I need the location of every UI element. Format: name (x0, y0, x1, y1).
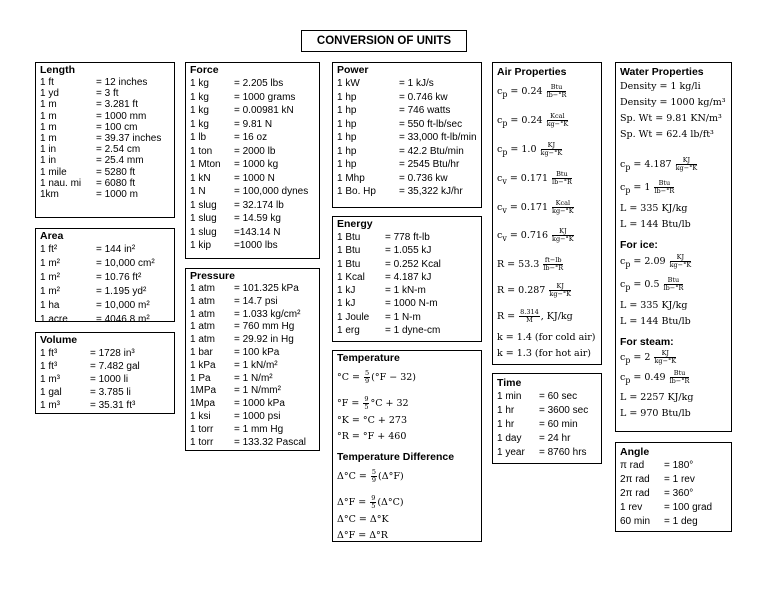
energy-row (337, 311, 477, 324)
pressure-row (190, 398, 315, 411)
unit-left: 1 hr (497, 419, 515, 430)
unit-right: = 746 watts (399, 105, 451, 116)
unit-right: = 5280 ft (96, 166, 136, 178)
area-heading: Area (40, 230, 64, 242)
unit-left: 1 m³ (40, 400, 60, 411)
force-row (190, 118, 315, 132)
unit-left: 1 kN (190, 172, 211, 184)
formula-dc: Δ°C = $\frac{5}{9}$ (Δ°F) (337, 468, 404, 484)
unit-left: 1 N (190, 186, 206, 197)
pressure-row (190, 424, 315, 437)
unit-right: = 3.785 li (90, 387, 131, 398)
water-L-2: L = 144 Btu/lb (620, 218, 691, 230)
length-box (35, 62, 175, 218)
force-box (185, 62, 320, 259)
ice-L-1: L = 335 KJ/kg (620, 299, 688, 311)
unit-right: = 0.252 Kcal (385, 258, 441, 270)
air-formula: $c_v = 0.171$ $\frac{\text{Kcal}}{kg-^\circ K}$ (497, 198, 574, 215)
unit-right: =143.14 N (234, 226, 281, 238)
force-row (190, 77, 315, 91)
area-row (40, 313, 170, 327)
unit-right: = 760 mm Hg (234, 321, 295, 333)
pressure-row (190, 373, 315, 386)
unit-right: = 6080 ft (96, 177, 136, 189)
unit-left: 2π rad (620, 488, 650, 499)
water-density-2: Density = 1000 kg/m³ (620, 97, 726, 108)
unit-left: 1 m (40, 133, 57, 145)
unit-right: = 1000 mm (96, 110, 147, 122)
pressure-row (190, 347, 315, 360)
water-cp-2: $c_p = 1$ $\frac{\text{Btu}}{lb-^\circ R}$ (620, 178, 675, 195)
volume-rows (40, 347, 170, 412)
unit-left: 1 m² (40, 286, 60, 297)
unit-left: 1 gal (40, 387, 62, 398)
unit-right: = 1 N/m² (234, 372, 273, 384)
power-box (332, 62, 482, 208)
unit-right: = 16 oz (234, 132, 268, 143)
unit-left: 1 ton (190, 145, 213, 157)
unit-right: = 1 dyne-cm (385, 325, 441, 337)
energy-row (337, 297, 477, 310)
formula-c-from-f: °C = $\frac{5}{9}$ (°F − 32) (337, 369, 417, 385)
pressure-row (190, 385, 315, 398)
unit-right: = 25.4 mm (96, 155, 144, 167)
unit-left: 1 m² (40, 258, 60, 269)
temperature-heading: Temperature (337, 352, 400, 364)
unit-left: 1 ha (40, 300, 60, 311)
unit-left: 1 slug (190, 226, 217, 238)
water-spwt-2: Sp. Wt = 62.4 lb/ft³ (620, 129, 714, 140)
unit-left: 1 atm (190, 308, 216, 320)
unit-right: = 14.7 psi (234, 295, 278, 307)
steam-L-2: L = 970 Btu/lb (620, 408, 691, 420)
unit-right: = 39.37 inches (96, 133, 162, 145)
unit-left: 1km (40, 189, 59, 201)
unit-right: = 24 hr (539, 433, 571, 444)
ice-cp-1: $c_p = 2.09$ $\frac{KJ}{kg-^\circ K}$ (620, 252, 692, 269)
air-heading: Air Properties (497, 66, 567, 78)
power-row (337, 172, 477, 186)
air-formula: $c_p = 1.0$ $\frac{KJ}{kg-^\circ K}$ (497, 140, 563, 157)
volume-row (40, 386, 170, 399)
time-row (497, 446, 597, 460)
unit-left: 1 atm (190, 321, 216, 333)
unit-left: 1 m (40, 121, 57, 133)
length-row (40, 77, 170, 88)
air-k-hot: k = 1.3 (for hot air) (497, 348, 592, 360)
unit-left: 1 kg (190, 118, 209, 130)
unit-right: = 2.54 cm (96, 144, 141, 156)
unit-left: 1 Pa (190, 372, 211, 384)
unit-left: 1 erg (337, 325, 360, 337)
unit-right: = 1 N/mm² (234, 385, 281, 397)
energy-heading: Energy (337, 218, 373, 230)
power-row (337, 185, 477, 199)
unit-right: = 12 inches (96, 77, 148, 88)
temperature-difference-heading: Temperature Difference (337, 451, 455, 463)
length-row (40, 189, 170, 200)
energy-row (337, 324, 477, 337)
unit-right: = 0.736 kw (399, 172, 448, 184)
steam-heading: For steam: (620, 335, 674, 348)
unit-left: 1 atm (190, 283, 216, 294)
unit-right: = 1000 kg (234, 159, 279, 170)
unit-right: = 778 ft-lb (385, 232, 430, 243)
unit-left: 1 year (497, 447, 525, 458)
unit-left: 1 torr (190, 436, 214, 448)
force-row (190, 212, 315, 226)
unit-right: = 3600 sec (539, 405, 589, 416)
air-formula: R = $\frac{8.314}{M}$ , KJ/kg (497, 308, 573, 325)
pressure-row (190, 411, 315, 424)
air-formulas (497, 79, 597, 330)
pressure-row (190, 334, 315, 347)
unit-right: = 9.81 N (234, 118, 273, 130)
air-formula: $c_v = 0.171$ $\frac{\text{Btu}}{lb-^\circ R}$ (497, 169, 572, 186)
unit-left: 1 m³ (40, 374, 60, 385)
unit-left: 1 slug (190, 213, 217, 224)
ice-L-2: L = 144 Btu/lb (620, 315, 691, 327)
time-box (492, 373, 602, 464)
water-density-1: Density = 1 kg/li (620, 81, 701, 92)
unit-right: = 1 rev (664, 474, 695, 485)
power-row (337, 77, 477, 91)
unit-left: 1 lb (190, 132, 207, 143)
length-row (40, 144, 170, 155)
formula-r: °R = °F + 460 (337, 431, 407, 442)
unit-left: 1 nau. mi (40, 177, 82, 189)
force-row (190, 145, 315, 159)
energy-row (337, 284, 477, 297)
unit-left: 1 Btu (337, 245, 361, 257)
unit-right: = 3 ft (96, 88, 119, 100)
volume-heading: Volume (40, 334, 78, 346)
unit-right: = 1000 grams (234, 91, 296, 103)
force-row (190, 226, 315, 240)
steam-cp-1: $c_p = 2$ $\frac{KJ}{kg-^\circ K}$ (620, 348, 677, 365)
angle-heading: Angle (620, 446, 650, 458)
water-properties-box (615, 62, 732, 432)
unit-left: 1 Btu (337, 232, 361, 243)
length-row (40, 178, 170, 189)
steam-cp-2: $c_p = 0.49$ $\frac{\text{Btu}}{lb-^\circ R}$ (620, 369, 690, 386)
volume-row (40, 347, 170, 360)
pressure-row (190, 309, 315, 322)
unit-right: = 1.055 kJ (385, 245, 432, 257)
unit-right: = 100 grad (664, 502, 713, 513)
volume-box (35, 332, 175, 414)
unit-right: = 133.32 Pascal (234, 436, 306, 448)
unit-left: 1 hr (497, 405, 515, 416)
unit-right: = 1000 psi (234, 410, 281, 422)
unit-left: 1 day (497, 433, 522, 444)
unit-right: = 3.281 ft (96, 99, 138, 111)
power-row (337, 118, 477, 132)
volume-row (40, 360, 170, 373)
temperature-box (332, 350, 482, 542)
unit-right: = 60 sec (539, 391, 578, 402)
unit-left: 1 yd (40, 88, 59, 100)
unit-left: 1 mile (40, 166, 67, 178)
unit-right: = 2000 lb (234, 145, 276, 157)
pressure-row (190, 360, 315, 373)
length-row (40, 99, 170, 110)
force-row (190, 239, 315, 253)
unit-right: = 10.76 ft² (96, 272, 142, 283)
length-row (40, 133, 170, 144)
unit-right: = 0.00981 kN (234, 105, 294, 116)
unit-left: 1 ft² (40, 244, 58, 255)
unit-left: 1 hp (337, 159, 357, 170)
power-rows (337, 77, 477, 199)
unit-right: =1000 lbs (234, 240, 278, 251)
unit-left: 1 Btu (337, 258, 361, 270)
pressure-row (190, 437, 315, 450)
force-rows (190, 77, 315, 253)
unit-right: = 2545 Btu/hr (399, 159, 460, 170)
unit-right: = 1728 in³ (90, 348, 135, 359)
time-row (497, 404, 597, 418)
ice-cp-2: $c_p = 0.5$ $\frac{\text{Btu}}{lb-^\circ R}$ (620, 275, 684, 292)
pressure-box (185, 268, 320, 451)
power-row (337, 91, 477, 105)
formula-df: Δ°F = $\frac{9}{5}$ (Δ°C) (337, 494, 404, 510)
unit-right: = 1000 N-m (385, 298, 438, 310)
unit-left: 1 slug (190, 199, 217, 211)
unit-right: = 360° (664, 488, 694, 499)
unit-left: π rad (620, 460, 645, 471)
unit-right: = 100 kPa (234, 346, 280, 358)
unit-left: 1 hp (337, 145, 357, 157)
power-heading: Power (337, 64, 369, 76)
time-row (497, 418, 597, 432)
area-row (40, 299, 170, 313)
unit-right: = 144 in² (96, 244, 136, 255)
steam-L-1: L = 2257 KJ/kg (620, 392, 694, 404)
power-row (337, 158, 477, 172)
unit-right: = 100 cm (96, 121, 138, 133)
time-rows (497, 390, 597, 460)
unit-left: 1 ksi (190, 410, 211, 422)
unit-left: 1 atm (190, 334, 216, 346)
pressure-heading: Pressure (190, 270, 235, 282)
force-row (190, 199, 315, 213)
unit-right: = 14.59 kg (234, 213, 281, 224)
air-formula: $c_p = 0.24$ $\frac{\text{Kcal}}{kg-^\circ K}$ (497, 111, 569, 128)
energy-row (337, 244, 477, 257)
unit-left: 1 atm (190, 295, 216, 307)
unit-right: = 180° (664, 460, 694, 471)
force-row (190, 104, 315, 118)
power-row (337, 131, 477, 145)
unit-right: = 0.746 kw (399, 91, 448, 103)
unit-right: = 1 mm Hg (234, 423, 284, 435)
unit-left: 1 Kcal (337, 271, 365, 283)
unit-left: 60 min (620, 516, 651, 527)
unit-right: = 1.195 yd² (96, 286, 147, 297)
unit-right: = 1 kN-m (385, 285, 426, 297)
unit-right: = 1 kJ/s (399, 78, 434, 89)
angle-row (620, 487, 727, 501)
unit-left: 1 ft³ (40, 348, 58, 359)
unit-right: = 7.482 gal (90, 361, 140, 372)
length-row (40, 111, 170, 122)
unit-left: 1 kJ (337, 285, 356, 297)
length-rows (40, 77, 170, 200)
angle-box (615, 442, 732, 532)
formula-f-from-c: °F = $\frac{9}{5}$ °C + 32 (337, 395, 409, 411)
unit-left: 1 min (497, 391, 522, 402)
unit-right: = 8760 hrs (539, 447, 587, 458)
area-rows (40, 243, 170, 327)
unit-right: = 42.2 Btu/min (399, 145, 464, 157)
time-heading: Time (497, 377, 522, 389)
unit-left: 1 Mton (190, 159, 221, 170)
area-row (40, 257, 170, 271)
unit-right: = 4046.8 m² (96, 314, 150, 325)
unit-right: = 10,000 cm² (96, 258, 155, 269)
unit-right: = 1000 li (90, 374, 129, 385)
unit-left: 1 in (40, 155, 57, 167)
unit-left: 1 kg (190, 91, 209, 103)
time-row (497, 390, 597, 404)
volume-row (40, 399, 170, 412)
unit-right: = 29.92 in Hg (234, 334, 294, 346)
unit-left: 1 ft³ (40, 361, 58, 372)
power-row (337, 104, 477, 118)
air-formula: R = 53.3 $\frac{ft-lb}{lb-^\circ R}$ (497, 256, 564, 273)
length-row (40, 88, 170, 99)
air-formula: $c_v = 0.716$ $\frac{KJ}{kg-^\circ K}$ (497, 227, 574, 244)
water-heading: Water Properties (620, 66, 704, 78)
unit-right: = 35,322 kJ/hr (399, 186, 463, 197)
length-row (40, 155, 170, 166)
unit-right: = 33,000 ft-lb/min (399, 132, 477, 143)
unit-right: = 550 ft-lb/sec (399, 118, 463, 130)
energy-row (337, 271, 477, 284)
force-row (190, 185, 315, 199)
area-box (35, 228, 175, 325)
unit-right: = 1.033 kg/cm² (234, 308, 301, 320)
length-heading: Length (40, 64, 75, 76)
unit-left: 1 hp (337, 132, 357, 143)
time-row (497, 432, 597, 446)
unit-right: = 1 deg (664, 516, 698, 527)
unit-left: 1 Joule (337, 311, 370, 323)
unit-right: = 1000 N (234, 172, 275, 184)
unit-right: = 32.174 lb (234, 199, 284, 211)
unit-right: = 1000 kPa (234, 398, 285, 410)
unit-left: 1 Bo. Hp (337, 186, 376, 197)
unit-left: 1 acre (40, 314, 68, 325)
unit-left: 1 m (40, 99, 57, 111)
area-row (40, 243, 170, 257)
unit-left: 1 bar (190, 346, 213, 358)
angle-row (620, 473, 727, 487)
pressure-row (190, 296, 315, 309)
unit-left: 1 rev (620, 502, 643, 513)
formula-dk: Δ°C = Δ°K (337, 514, 389, 525)
volume-row (40, 373, 170, 386)
unit-right: = 101.325 kPa (234, 283, 299, 294)
air-formula: $c_p = 0.24$ $\frac{\text{Btu}}{lb-^\circ R}$ (497, 83, 567, 99)
unit-right: = 1000 m (96, 189, 138, 201)
force-row (190, 91, 315, 105)
length-row (40, 122, 170, 133)
unit-left: 1Mpa (190, 398, 216, 410)
unit-left: 1 kg (190, 78, 209, 89)
unit-left: 1 kW (337, 78, 360, 89)
unit-right: = 1 N-m (385, 311, 421, 323)
unit-left: 1 kg (190, 105, 209, 116)
air-formula: R = 0.287 $\frac{KJ}{kg-^\circ K}$ (497, 282, 572, 299)
water-spwt-1: Sp. Wt = 9.81 KN/m³ (620, 113, 722, 124)
force-row (190, 131, 315, 145)
ice-heading: For ice: (620, 238, 658, 251)
angle-row (620, 515, 727, 529)
unit-left: 1 kJ (337, 298, 356, 310)
unit-left: 2π rad (620, 474, 650, 485)
unit-left: 1MPa (190, 385, 217, 397)
unit-left: 1 in (40, 144, 57, 156)
force-heading: Force (190, 64, 219, 76)
water-L-1: L = 335 KJ/kg (620, 202, 688, 214)
water-cp-1: $c_p = 4.187$ $\frac{KJ}{kg-^\circ K}$ (620, 156, 698, 172)
unit-right: = 100,000 dynes (234, 186, 309, 197)
energy-row (337, 258, 477, 271)
length-row (40, 167, 170, 178)
pressure-row (190, 321, 315, 334)
angle-row (620, 459, 727, 473)
unit-right: = 2.205 lbs (234, 78, 284, 89)
unit-left: 1 hp (337, 105, 357, 116)
unit-right: = 10,000 m² (96, 300, 150, 311)
unit-left: 1 Mhp (337, 172, 365, 184)
page-title: CONVERSION OF UNITS (301, 30, 467, 52)
area-row (40, 271, 170, 285)
energy-box (332, 216, 482, 342)
formula-k: °K = °C + 273 (337, 415, 407, 426)
air-k-cold: k = 1.4 (for cold air) (497, 332, 596, 344)
unit-right: = 35.31 ft³ (90, 400, 136, 411)
unit-left: 1 m (40, 110, 57, 122)
unit-left: 1 kip (190, 240, 212, 251)
unit-left: 1 torr (190, 423, 214, 435)
pressure-rows (190, 283, 315, 449)
angle-row (620, 501, 727, 515)
unit-left: 1 ft (40, 77, 54, 88)
pressure-row (190, 283, 315, 296)
unit-right: = 60 min (539, 419, 578, 430)
force-row (190, 158, 315, 172)
energy-rows (337, 231, 477, 337)
air-properties-box (492, 62, 602, 365)
power-row (337, 145, 477, 159)
energy-row (337, 231, 477, 244)
unit-right: = 1 kN/m² (234, 359, 278, 371)
unit-left: 1 kPa (190, 359, 216, 371)
unit-left: 1 hp (337, 118, 357, 130)
angle-rows (620, 459, 727, 529)
area-row (40, 285, 170, 299)
unit-left: 1 hp (337, 91, 357, 103)
formula-dr: Δ°F = Δ°R (337, 530, 388, 541)
unit-left: 1 m² (40, 272, 60, 283)
force-row (190, 172, 315, 186)
unit-right: = 4.187 kJ (385, 271, 432, 283)
